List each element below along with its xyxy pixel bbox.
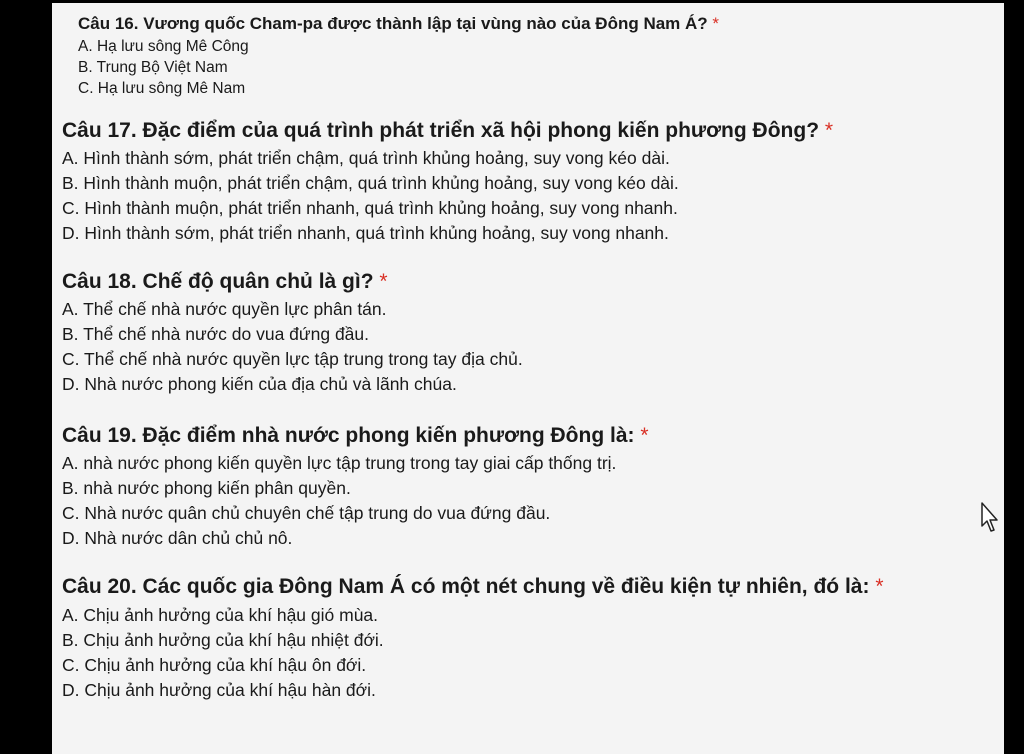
option-d[interactable]: D. Chịu ảnh hưởng của khí hậu hàn đới. (62, 680, 376, 700)
option-c[interactable]: C. Chịu ảnh hưởng của khí hậu ôn đới. (62, 655, 367, 675)
required-asterisk: * (379, 270, 388, 293)
question-title: Câu 17. Đặc điểm của quá trình phát triển xã hội phong kiến phương Đông? * (62, 119, 834, 142)
required-asterisk: * (640, 424, 649, 447)
option-a[interactable]: A. Thể chế nhà nước quyền lực phân tán. (62, 299, 387, 319)
screen-border-right (1004, 0, 1024, 754)
option-c[interactable]: C. Nhà nước quân chủ chuyên chế tập trung do vua đứng đầu. (62, 503, 551, 523)
option-b[interactable]: B. nhà nước phong kiến phân quyền. (62, 478, 351, 498)
question-title: Câu 18. Chế độ quân chủ là gì? * (62, 270, 388, 293)
option-b[interactable]: B. Chịu ảnh hưởng của khí hậu nhiệt đới. (62, 630, 384, 650)
option-a[interactable]: A. Hình thành sớm, phát triển chậm, quá trình khủng hoảng, suy vong kéo dài. (62, 148, 670, 168)
option-a[interactable]: A. Chịu ảnh hưởng của khí hậu gió mùa. (62, 605, 379, 625)
required-asterisk: * (824, 119, 834, 142)
screen-border-top (0, 0, 1024, 3)
screen-border-left (0, 0, 52, 754)
question-16 (78, 12, 719, 99)
question-title: Câu 20. Các quốc gia Đông Nam Á có một nét chung về điều kiện tự nhiên, đó là: * (62, 575, 884, 598)
question-18 (62, 267, 523, 397)
option-b[interactable]: B. Thể chế nhà nước do vua đứng đầu. (62, 324, 370, 344)
required-asterisk: * (712, 14, 720, 33)
question-17 (62, 116, 833, 246)
question-title: Câu 16. Vương quốc Cham-pa được thành lập tại vùng nào của Đông Nam Á? * (78, 14, 720, 33)
option-c[interactable]: C. Hình thành muộn, phát triển nhanh, quá trình khủng hoảng, suy vong nhanh. (62, 198, 678, 218)
option-b[interactable]: B. Hình thành muộn, phát triển chậm, quá trình khủng hoảng, suy vong kéo dài. (62, 173, 679, 193)
question-title: Câu 19. Đặc điểm nhà nước phong kiến phương Đông là: * (62, 424, 649, 447)
option-a[interactable]: A. Hạ lưu sông Mê Công (78, 38, 249, 55)
option-c[interactable]: C. Thể chế nhà nước quyền lực tập trung trong tay địa chủ. (62, 349, 523, 369)
question-19 (62, 421, 649, 551)
option-d[interactable]: D. Nhà nước dân chủ chủ nô. (62, 528, 293, 548)
mouse-cursor-icon (980, 502, 1002, 534)
required-asterisk: * (875, 575, 884, 598)
option-b[interactable]: B. Trung Bộ Việt Nam (78, 59, 228, 76)
option-d[interactable]: D. Nhà nước phong kiến của địa chủ và lãnh chúa. (62, 374, 457, 394)
option-d[interactable]: D. Hình thành sớm, phát triển nhanh, quá trình khủng hoảng, suy vong nhanh. (62, 223, 669, 243)
question-20 (62, 570, 992, 703)
option-c[interactable]: C. Hạ lưu sông Mê Nam (78, 80, 246, 97)
option-a[interactable]: A. nhà nước phong kiến quyền lực tập trung trong tay giai cấp thống trị. (62, 453, 617, 473)
